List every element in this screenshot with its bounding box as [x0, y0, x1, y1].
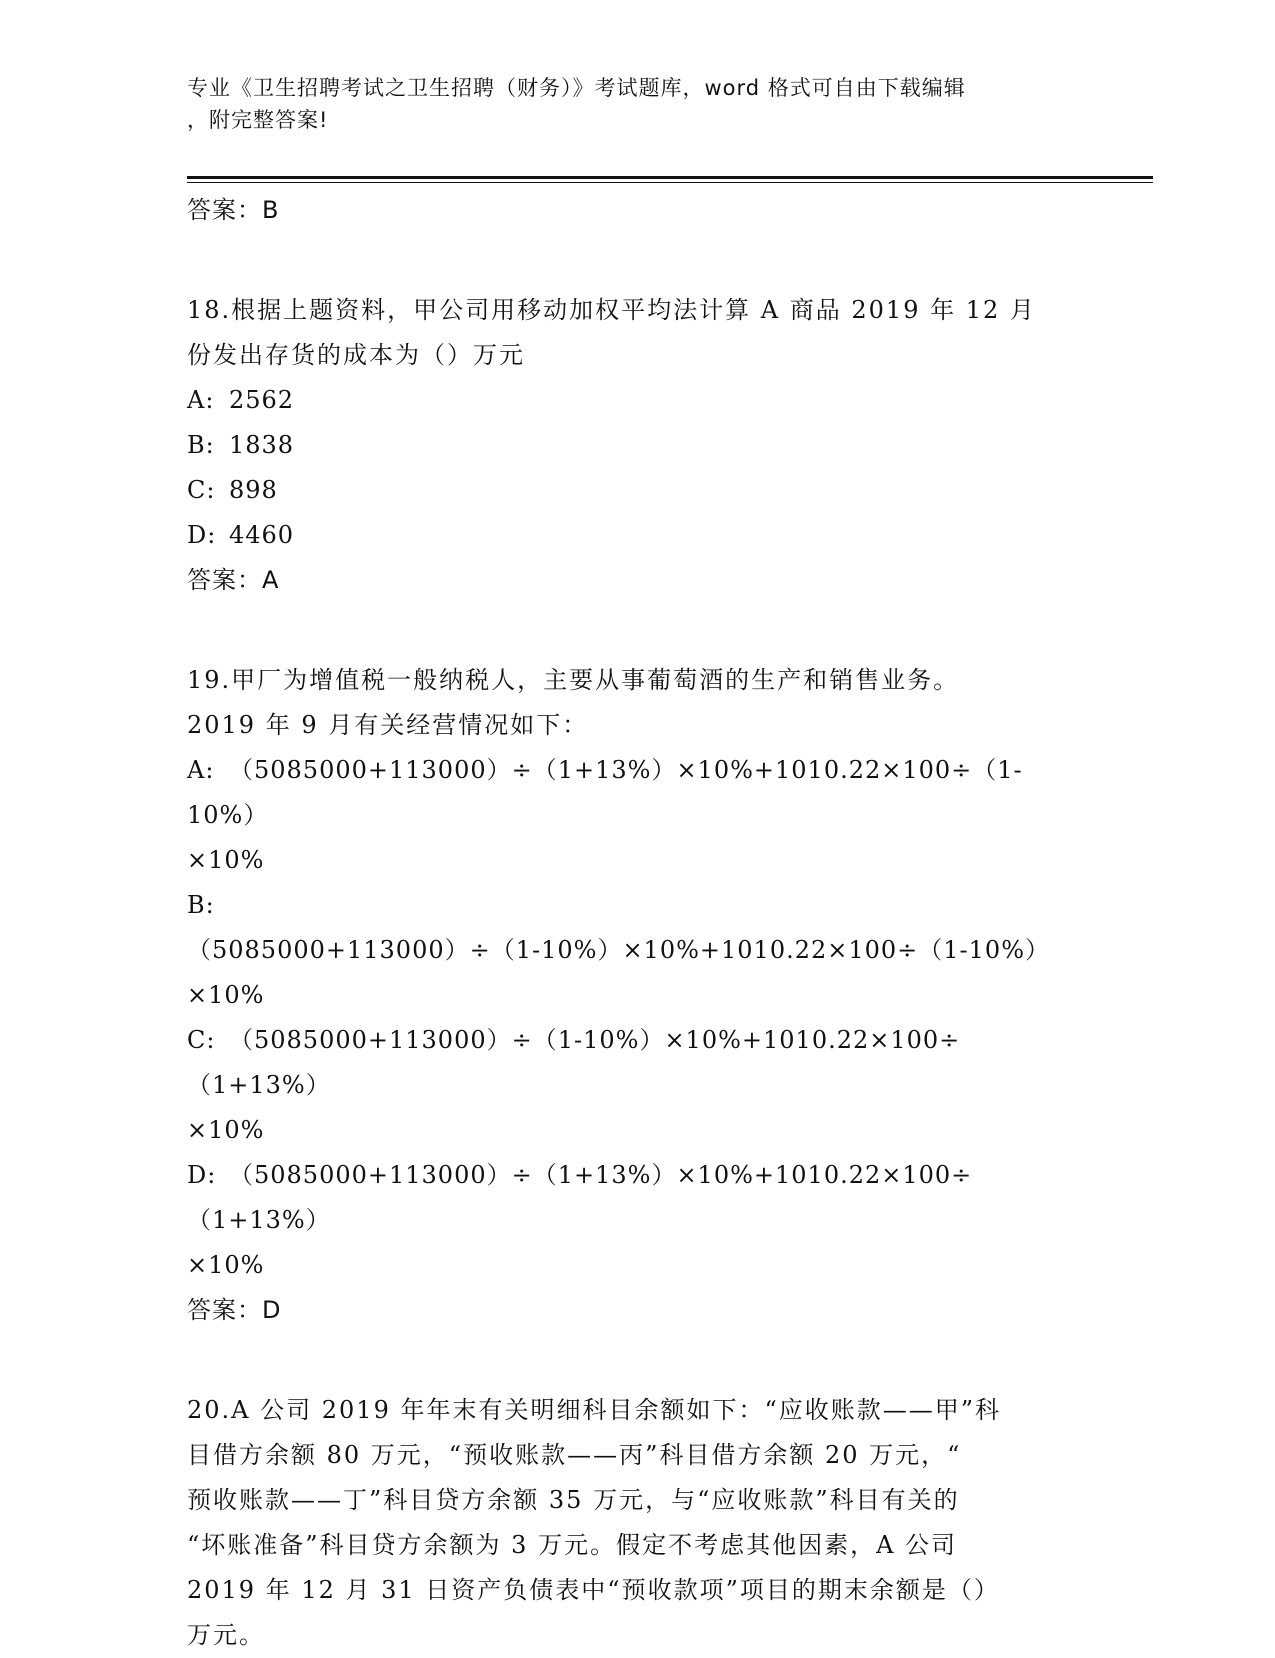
option-text: 2562: [229, 386, 295, 414]
stem-line: 2019 年 9 月有关经营情况如下：: [187, 711, 589, 739]
option-text: （5085000+113000）÷（1-10%）×10%+1010.22×100÷（1-10%）: [187, 936, 1051, 964]
option-text: （5085000+113000）÷（1-10%）×10%+1010.22×100÷（1+13%）: [187, 1026, 961, 1099]
stem-line: 份发出存货的成本为（）万元: [187, 341, 525, 369]
option-label: A:: [187, 386, 215, 414]
answer-previous: 答案：B: [187, 196, 280, 224]
stem-line: 2019 年 12 月 31 日资产负债表中“预收款项”项目的期末余额是（）: [187, 1576, 1000, 1604]
stem-line: 18.根据上题资料，甲公司用移动加权平均法计算 A 商品 2019 年 12 月: [187, 296, 1036, 324]
option-label: A:: [187, 756, 215, 784]
answer-19: 答案：D: [187, 1296, 282, 1324]
option-text: 1838: [229, 431, 295, 459]
option-text-cont: ×10%: [187, 846, 265, 874]
option-text: 898: [229, 476, 278, 504]
option-d: [187, 513, 1087, 558]
question-20: [187, 1388, 1087, 1658]
option-c: [187, 1018, 1087, 1153]
header-line-2: ，附完整答案!: [187, 108, 329, 132]
header-line-1: 专业《卫生招聘考试之卫生招聘（财务）》考试题库，word 格式可自由下载编辑: [187, 76, 966, 100]
option-label: D:: [187, 1161, 217, 1189]
header-divider: [187, 176, 1153, 179]
option-b: [187, 883, 1087, 1018]
document-body: [187, 188, 1087, 1658]
stem-line: 19.甲厂为增值税一般纳税人，主要从事葡萄酒的生产和销售业务。: [187, 666, 960, 694]
stem-line: 万元。: [187, 1621, 265, 1649]
option-a: [187, 748, 1087, 883]
question-stem: [187, 288, 1087, 378]
header-divider-thin: [187, 182, 1153, 183]
option-text-cont: ×10%: [187, 1251, 265, 1279]
option-text: （5085000+113000）÷（1+13%）×10%+1010.22×100÷（1+13%）: [187, 1161, 973, 1234]
option-label: B:: [187, 431, 215, 459]
option-label: D:: [187, 521, 217, 549]
option-label: C:: [187, 476, 216, 504]
option-b: [187, 423, 1087, 468]
question-18: [187, 288, 1087, 602]
option-c: [187, 468, 1087, 513]
stem-line: 预收账款——丁”科目贷方余额 35 万元，与“应收账款”科目有关的: [187, 1486, 960, 1514]
option-d: [187, 1153, 1087, 1288]
stem-line: “坏账准备”科目贷方余额为 3 万元。假定不考虑其他因素，A 公司: [187, 1531, 958, 1559]
question-stem: [187, 1388, 1087, 1658]
option-text-cont: ×10%: [187, 1116, 265, 1144]
option-a: [187, 378, 1087, 423]
question-stem: [187, 658, 1087, 748]
question-19: [187, 658, 1087, 1332]
option-label: C:: [187, 1026, 216, 1054]
option-text: （5085000+113000）÷（1+13%）×10%+1010.22×100÷（1-10%）: [187, 756, 1023, 829]
stem-line: 20.A 公司 2019 年年末有关明细科目余额如下：“应收账款——甲”科: [187, 1396, 1002, 1424]
answer-18: 答案：A: [187, 566, 280, 594]
option-text-cont: ×10%: [187, 981, 265, 1009]
document-header: [187, 72, 1067, 136]
option-label: B:: [187, 891, 215, 919]
stem-line: 目借方余额 80 万元，“预收账款——丙”科目借方余额 20 万元，“: [187, 1441, 962, 1469]
option-text: 4460: [229, 521, 295, 549]
